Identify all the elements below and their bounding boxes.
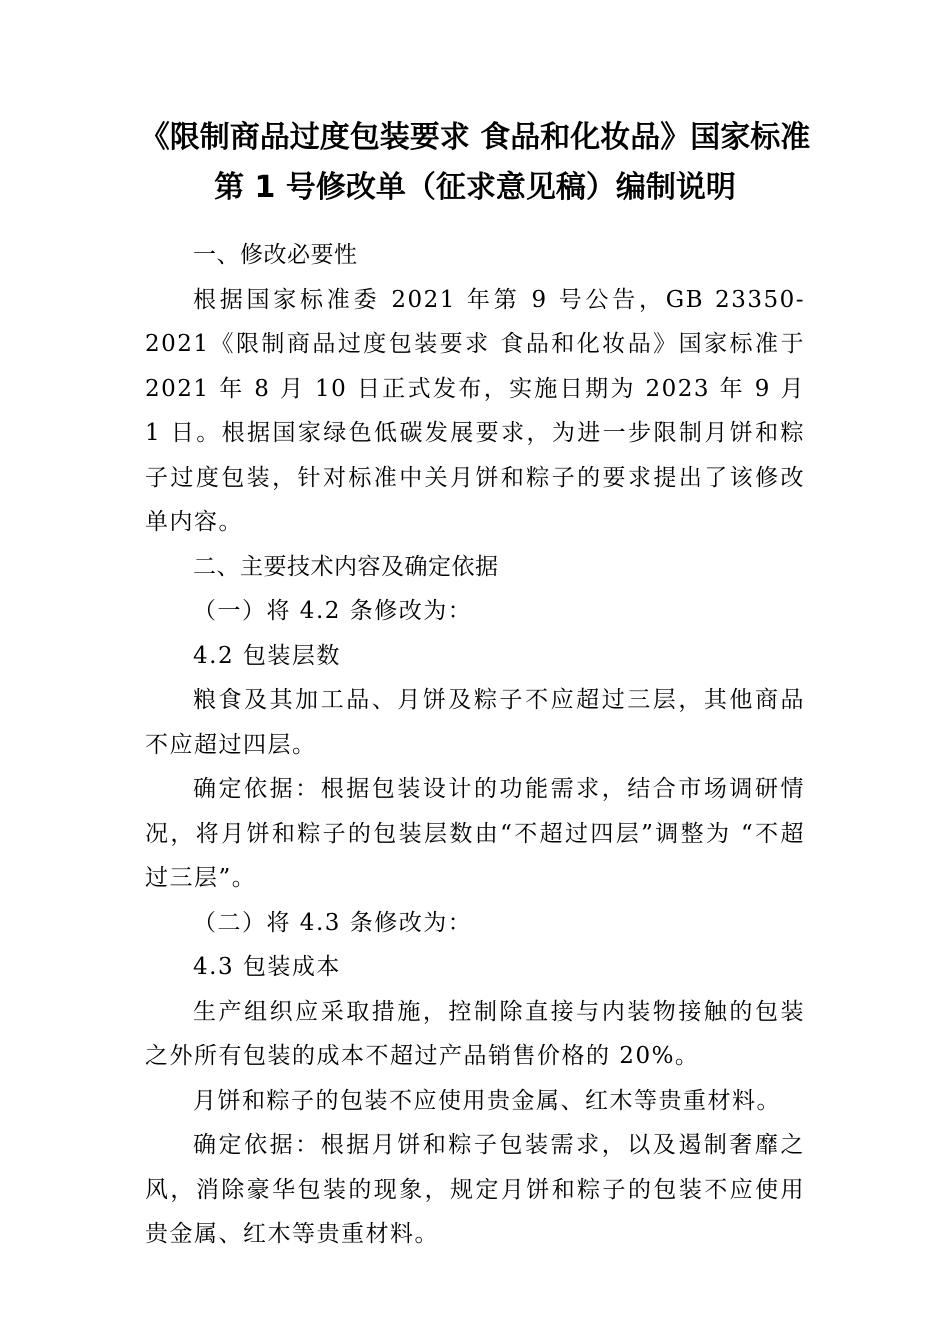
clause-4-2-intro: （一）将 4.2 条修改为：: [193, 598, 473, 624]
clause-4-2-basis: 确定依据：根据包装设计的功能需求，结合市场调研情况，将月饼和粽子的包装层数由“不超过四层”调整为 “不超过三层”。: [145, 776, 805, 891]
clause-4-2-title: 4.2 包装层数: [193, 642, 341, 669]
document-body: [145, 233, 805, 1257]
clause-4-3-intro: （二）将 4.3 条修改为：: [193, 909, 473, 936]
document-title-line-2: 第 1 号修改单（征求意见稿）编制说明: [214, 170, 736, 205]
paragraph-background: 根据国家标准委 2021 年第 9 号公告，GB 23350-2021《限制商品过度包装要求 食品和化妆品》国家标准于 2021 年 8 月 10 日正式发布，实施日期为 2023 年 9 月 1 日。根据国家绿色低碳发展要求，为进一步限制月饼和粽子过度包装，针对标准中关月饼和粽子的要求提出了该修改单内容。: [145, 286, 805, 535]
clause-4-3-basis: 确定依据：根据月饼和粽子包装需求，以及遏制奢靡之风，消除豪华包装的现象，规定月饼和粽子的包装不应使用贵金属、红木等贵重材料。: [145, 1132, 805, 1247]
document-title-line-1: 《限制商品过度包装要求 食品和化妆品》国家标准: [139, 120, 811, 155]
clause-4-3-text: 生产组织应采取措施，控制除直接与内装物接触的包装之外所有包装的成本不超过产品销售价格的 20%。: [145, 998, 805, 1069]
clause-4-3-materials: 月饼和粽子的包装不应使用贵金属、红木等贵重材料。: [193, 1087, 781, 1114]
clause-4-3-title: 4.3 包装成本: [193, 954, 341, 980]
clause-4-2-text: 粮食及其加工品、月饼及粽子不应超过三层，其他商品不应超过四层。: [145, 687, 805, 758]
section-heading-technical-content: 二、主要技术内容及确定依据: [193, 553, 499, 580]
section-heading-necessity: 一、修改必要性: [193, 242, 358, 268]
